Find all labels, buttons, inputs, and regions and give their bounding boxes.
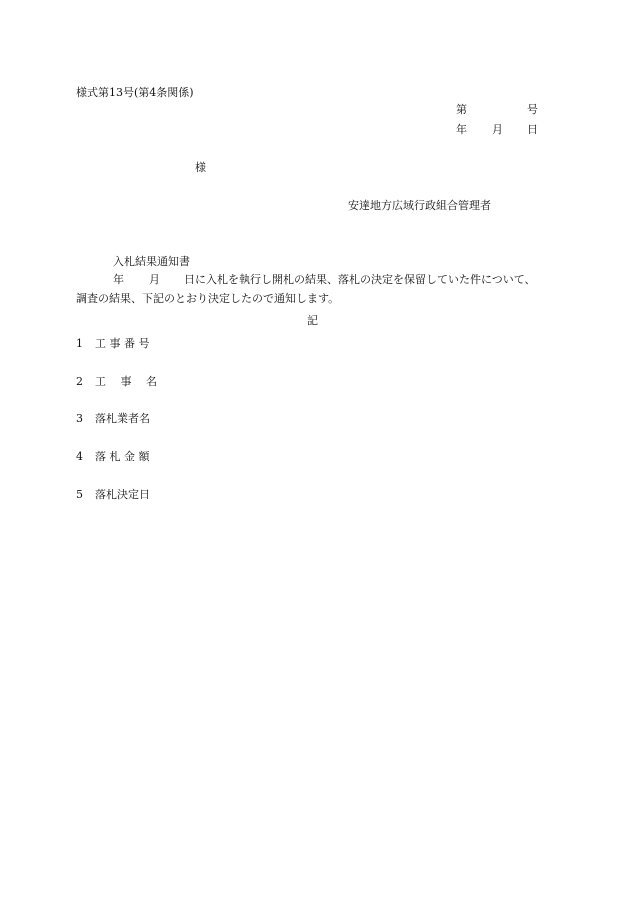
item-label: 工 事 名 xyxy=(95,375,157,388)
document-title: 入札結果通知書 xyxy=(113,255,190,268)
body-year: 年 xyxy=(113,273,124,286)
body-month: 月 xyxy=(149,273,160,286)
ref-go: 号 xyxy=(527,103,538,116)
list-item xyxy=(76,488,150,502)
item-number: 3 xyxy=(76,412,83,425)
date-month: 月 xyxy=(492,123,503,136)
item-label: 落 札 金 額 xyxy=(95,450,150,463)
date-day: 日 xyxy=(527,123,538,136)
list-item xyxy=(76,450,150,464)
body-line2: 調査の結果、下記のとおり決定したので通知します。 xyxy=(76,292,340,305)
item-label: 落札業者名 xyxy=(95,412,150,425)
item-number: 2 xyxy=(76,375,83,388)
list-item xyxy=(76,375,157,389)
item-label: 工 事 番 号 xyxy=(95,337,150,350)
list-item xyxy=(76,412,150,426)
sender-name: 安達地方広域行政組合管理者 xyxy=(348,199,491,212)
list-item xyxy=(76,337,150,351)
item-number: 5 xyxy=(76,488,83,501)
item-label: 落札決定日 xyxy=(95,488,150,501)
item-number: 4 xyxy=(76,450,83,463)
ki-heading: 記 xyxy=(307,314,318,327)
item-number: 1 xyxy=(76,337,83,350)
addressee-suffix: 様 xyxy=(195,161,206,174)
form-label: 様式第13号(第4条関係) xyxy=(76,86,194,99)
date-year: 年 xyxy=(456,123,467,136)
ref-dai: 第 xyxy=(456,103,467,116)
body-line1: 日に入札を執行し開札の結果、落札の決定を保留していた件について、 xyxy=(184,273,536,286)
